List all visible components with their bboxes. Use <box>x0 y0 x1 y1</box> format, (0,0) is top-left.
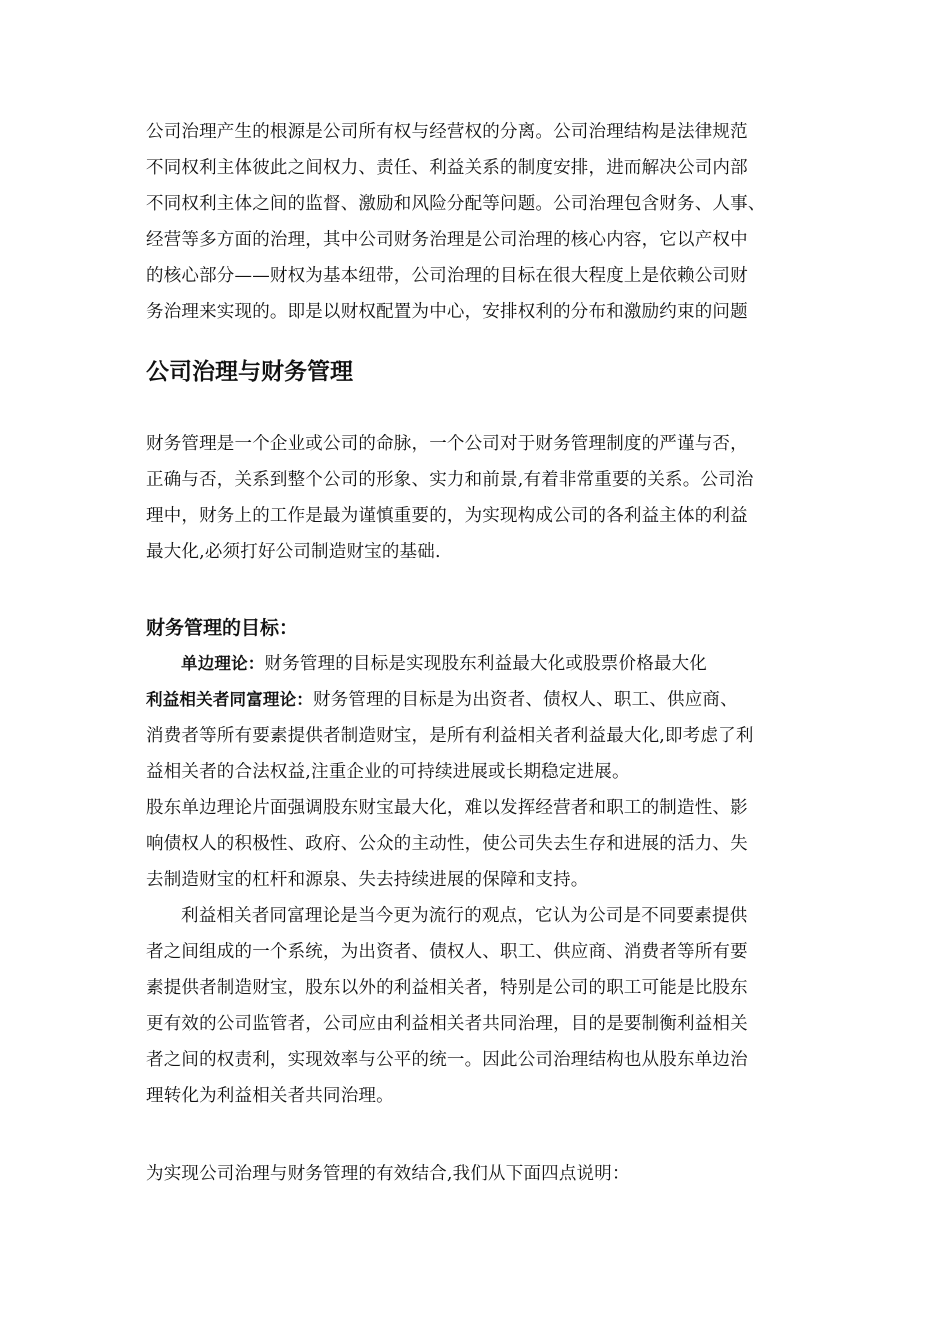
popular-view-line: 利益相关者同富理论是当今更为流行的观点，它认为公司是不同要素提供 <box>181 906 748 926</box>
stakeholder-line: 益相关者的合法权益,注重企业的可持续进展或长期稳定进展。 <box>146 762 630 782</box>
intro-line: 不同权利主体之间的监督、激励和风险分配等问题。公司治理包含财务、人事、 <box>146 194 766 214</box>
intro-line: 不同权利主体彼此之间权力、责任、利益关系的制度安排，进而解决公司内部 <box>146 158 748 178</box>
finance-line: 最大化,必须打好公司制造财宝的基础. <box>146 542 441 562</box>
stakeholder-line: 消费者等所有要素提供者制造财宝，是所有利益相关者利益最大化,即考虑了利 <box>146 726 754 746</box>
closing-line: 为实现公司治理与财务管理的有效结合,我们从下面四点说明： <box>146 1164 630 1184</box>
finance-line: 财务管理是一个企业或公司的命脉，一个公司对于财务管理制度的严谨与否， <box>146 434 748 454</box>
intro-line: 务治理来实现的。即是以财权配置为中心，安排权利的分布和激励约束的问题 <box>146 302 748 322</box>
critique-line: 去制造财宝的杠杆和源泉、失去持续进展的保障和支持。 <box>146 870 589 890</box>
popular-view-line: 更有效的公司监管者，公司应由利益相关者共同治理，目的是要制衡利益相关 <box>146 1014 748 1034</box>
single-side-label: 单边理论： <box>181 654 265 673</box>
finance-line: 正确与否，关系到整个公司的形象、实力和前景,有着非常重要的关系。公司治 <box>146 470 754 490</box>
intro-line: 的核心部分——财权为基本纽带，公司治理的目标在很大程度上是依赖公司财 <box>146 266 748 286</box>
critique-line: 响债权人的积极性、政府、公众的主动性，使公司失去生存和进展的活力、失 <box>146 834 748 854</box>
section-title: 公司治理与财务管理 <box>146 359 353 385</box>
popular-view-line: 者之间的权责利，实现效率与公平的统一。因此公司治理结构也从股东单边治 <box>146 1050 748 1070</box>
popular-view-line: 素提供者制造财宝，股东以外的利益相关者，特别是公司的职工可能是比股东 <box>146 978 748 998</box>
goals-paragraphs <box>146 646 811 1114</box>
single-side-line <box>146 646 811 682</box>
popular-view-line: 理转化为利益相关者共同治理。 <box>146 1086 394 1106</box>
single-side-text: 财务管理的目标是实现股东利益最大化或股票价格最大化 <box>264 654 707 674</box>
goals-title: 财务管理的目标： <box>146 617 299 639</box>
intro-paragraph <box>146 114 811 330</box>
intro-line: 公司治理产生的根源是公司所有权与经营权的分离。公司治理结构是法律规范 <box>146 122 748 142</box>
stakeholder-label: 利益相关者同富理论： <box>146 690 313 709</box>
finance-paragraph <box>146 426 811 570</box>
closing-paragraph <box>146 1156 811 1192</box>
critique-line: 股东单边理论片面强调股东财宝最大化，难以发挥经营者和职工的制造性、影 <box>146 798 748 818</box>
finance-line: 理中，财务上的工作是最为谨慎重要的，为实现构成公司的各利益主体的利益 <box>146 506 748 526</box>
stakeholder-line <box>146 682 811 718</box>
stakeholder-first-text: 财务管理的目标是为出资者、债权人、职工、供应商、 <box>313 690 738 710</box>
popular-view-line: 者之间组成的一个系统，为出资者、债权人、职工、供应商、消费者等所有要 <box>146 942 748 962</box>
intro-line: 经营等多方面的治理，其中公司财务治理是公司治理的核心内容，它以产权中 <box>146 230 748 250</box>
